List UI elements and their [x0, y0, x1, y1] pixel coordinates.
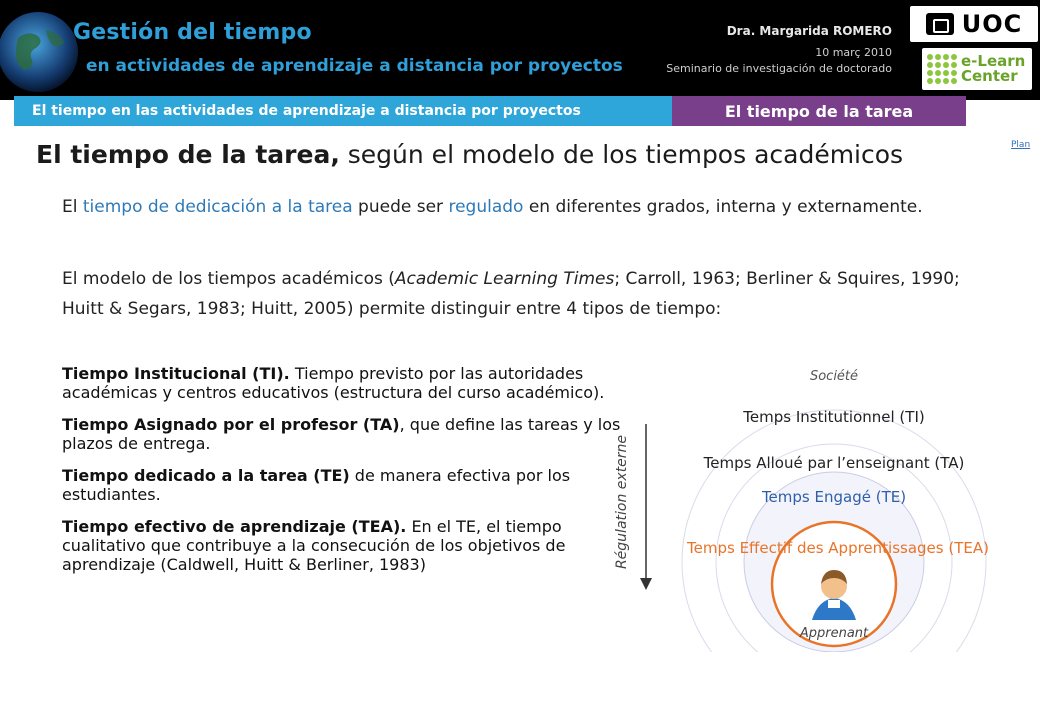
- label-ta: Temps Alloué par l’enseignant (TA): [703, 454, 965, 472]
- label-regulation: Régulation externe: [614, 434, 630, 570]
- regulation-arrow: [640, 424, 652, 590]
- list-item-title: Tiempo Asignado por el profesor (TA): [62, 415, 400, 434]
- elearn-logo-text: [961, 54, 1025, 84]
- slide-title-bold: El tiempo de la tarea,: [36, 140, 340, 169]
- header-title: Gestión del tiempo: [73, 20, 312, 45]
- label-societe: Société: [809, 369, 859, 384]
- p1-text-a: El: [62, 197, 83, 217]
- p1-text-e: en diferentes grados, interna y externamente.: [523, 197, 923, 217]
- p2-text-a: El modelo de los tiempos académicos (: [62, 269, 395, 289]
- uoc-logo-icon: [926, 13, 954, 35]
- list-item-text: En el TE, el tiempo cualitativo que contribuye a la consecución de los objetivos de aprendizaje (Caldwell, Huitt & Berliner, 1983): [62, 517, 566, 574]
- list-item-text: de manera efectiva por los estudiantes.: [62, 466, 571, 504]
- label-te: Temps Engagé (TE): [761, 488, 907, 506]
- elearn-dots-icon: [927, 54, 957, 84]
- uoc-logo: [910, 6, 1038, 42]
- p1-text-c: puede ser: [352, 197, 449, 217]
- section-navbar: [0, 96, 1040, 129]
- p1-highlight-regulated: regulado: [448, 197, 524, 217]
- list-item: [62, 466, 632, 504]
- label-apprenant: Apprenant: [799, 626, 869, 641]
- uoc-logo-text: UOC: [961, 10, 1023, 38]
- label-ti: Temps Institutionnel (TI): [743, 408, 925, 426]
- presentation-date: 10 març 2010: [815, 46, 892, 59]
- paragraph-regulation: [62, 192, 942, 222]
- nav-section-tab[interactable]: El tiempo en las actividades de aprendizaje a distancia por proyectos: [14, 96, 672, 126]
- elearn-logo-line1: e-Learn: [961, 52, 1026, 70]
- elearn-logo-line2: Center: [961, 67, 1018, 85]
- slide-title: [36, 140, 903, 169]
- header: [0, 0, 1040, 100]
- author-name: Dra. Margarida ROMERO: [726, 24, 892, 38]
- elearn-center-logo: [922, 48, 1032, 90]
- academic-times-diagram: [606, 352, 1026, 652]
- header-subtitle: en actividades de aprendizaje a distancia por proyectos: [86, 56, 623, 76]
- list-item: [62, 415, 632, 453]
- list-item-text: , que define las tareas y los plazos de entrega.: [62, 415, 621, 453]
- event-name: Seminario de investigación de doctorado: [666, 62, 892, 75]
- list-item: [62, 364, 632, 402]
- list-item-text: Tiempo previsto por las autoridades académicas y centros educativos (estructura del curso académico).: [62, 364, 605, 402]
- nav-current-tab[interactable]: El tiempo de la tarea: [672, 96, 966, 126]
- paragraph-model: [62, 264, 992, 324]
- p1-highlight-dedication: tiempo de dedicación a la tarea: [82, 197, 353, 217]
- time-types-list: [62, 364, 632, 587]
- list-item: [62, 517, 632, 574]
- plan-link[interactable]: Plan: [1011, 140, 1031, 150]
- slide-title-rest: según el modelo de los tiempos académicos: [339, 140, 904, 169]
- list-item-title: Tiempo efectivo de aprendizaje (TEA).: [62, 517, 407, 536]
- list-item-title: Tiempo dedicado a la tarea (TE): [62, 466, 350, 485]
- list-item-title: Tiempo Institucional (TI).: [62, 364, 290, 383]
- p2-italic-alt: Academic Learning Times: [394, 269, 615, 289]
- label-tea: Temps Effectif des Apprentissages (TEA): [687, 539, 989, 557]
- p2-text-c: ; Carroll, 1963; Berliner & Squires, 1990; Huitt & Segars, 1983; Huitt, 2005) permite distinguir entre 4 tipos de tiempo:: [62, 269, 960, 319]
